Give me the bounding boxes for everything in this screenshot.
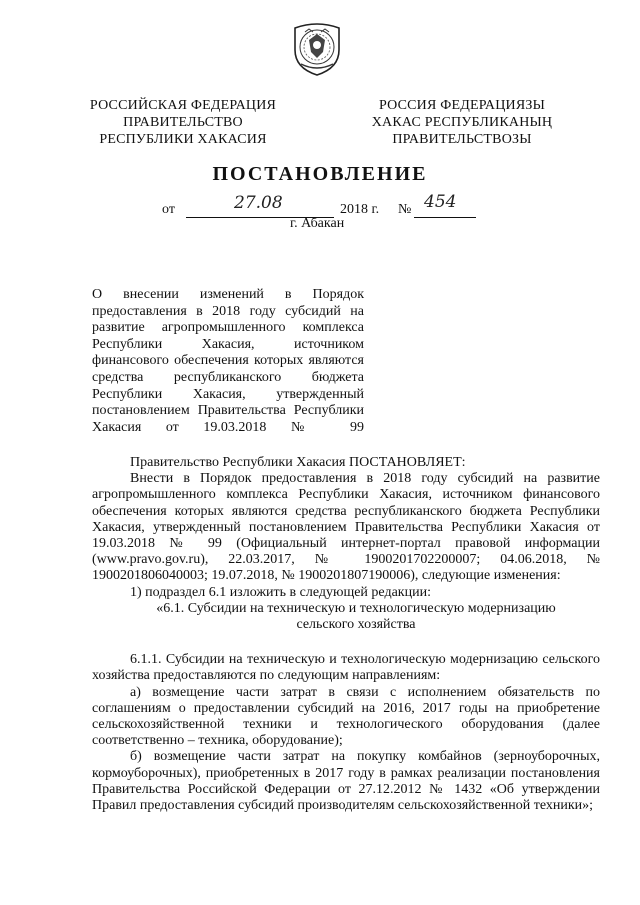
paragraph-intro: Внести в Порядок предоставления в 2018 году субсидий на развитие агропромышленного комплекса Республики Хакасия, источником финансового обеспечения которых являются средства республиканского бюджета Республики Хакасия, утвержденный постановлением Правительства Республики Хакасия от 19.03.2018 № 99 (Официальный интернет-портал правовой информации (www.pravo.gov.ru), 22.03.2017, № 1900201702200007; 04.06.2018, № 1900201806040003; 19.07.2018, № 1900201807190006), следующие изменения:: [92, 471, 600, 584]
subsection-heading: «6.1. Субсидии на техническую и технологическую модернизацию сельского хозяйства: [156, 600, 556, 633]
date-handwritten: 27.08: [234, 193, 283, 213]
document-body: [92, 455, 600, 814]
date-year: 2018 г.: [340, 202, 380, 217]
coat-of-arms-emblem-icon: [291, 20, 343, 76]
paragraph-item-1: 1) подраздел 6.1 изложить в следующей редакции:: [130, 584, 431, 600]
paragraph-a: а) возмещение части затрат в связи с исполнением обязательств по соглашениям о предоставлении субсидий на 2016, 2017 годы на приобретение сельскохозяйственной техники и технологического оборудования (далее соответственно – техника, оборудование);: [92, 684, 600, 749]
paragraph-decree: Правительство Республики Хакасия ПОСТАНОВЛЯЕТ:: [130, 455, 466, 470]
header-left-line-3: РЕСПУБЛИКИ ХАКАСИЯ: [99, 132, 267, 147]
header-right-line-3: ПРАВИТЕЛЬСТВОЗЫ: [392, 132, 532, 147]
number-handwritten: 454: [424, 192, 457, 212]
paragraph-6-1-1: 6.1.1. Субсидии на техническую и технологическую модернизацию сельского хозяйства предоставляются по следующим направлениям:: [92, 652, 600, 684]
city: г. Абакан: [290, 216, 345, 231]
document-title: ПОСТАНОВЛЕНИЕ: [212, 163, 428, 185]
header-right: [367, 97, 557, 148]
subject-block: О внесении изменений в Порядок предоставления в 2018 году субсидий на развитие агропромышленного комплекса Республики Хакасия, источником финансового обеспечения которых являются средства республиканского бюджета Республики Хакасия, утвержденный постановлением Правительства Республики Хакасия от 19.03.2018 № 99: [92, 287, 364, 435]
header-right-line-1: РОССИЯ ФЕДЕРАЦИЯЗЫ: [378, 98, 546, 113]
header-left-line-2: ПРАВИТЕЛЬСТВО: [123, 115, 243, 130]
number-label: №: [398, 202, 412, 217]
header-left: [88, 97, 278, 148]
date-prefix: от: [162, 202, 175, 217]
paragraph-b: б) возмещение части затрат на покупку комбайнов (зерноуборочных, кормоуборочных), приобретенных в 2017 году в рамках реализации постановления Правительства Российской Федерации от 27.12.2012 № 1432 «Об утверждении Правил предоставления субсидий производителям сельскохозяйственной техники»;: [92, 749, 600, 814]
header-right-line-2: ХАКАС РЕСПУБЛИКАНЫҢ: [371, 115, 553, 130]
header-left-line-1: РОССИЙСКАЯ ФЕДЕРАЦИЯ: [89, 98, 277, 113]
